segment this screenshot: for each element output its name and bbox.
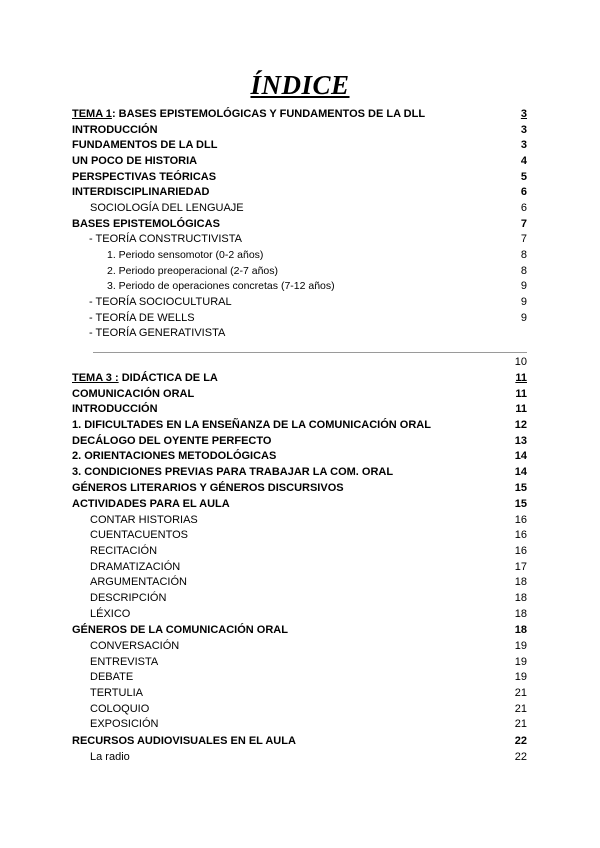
toc-page-number: 7 [520,233,527,245]
toc-entry-text: GÉNEROS DE LA COMUNICACIÓN ORAL [72,624,288,636]
toc-entry-text: EXPOSICIÓN [90,718,159,730]
toc-page-number: 12 [514,419,527,431]
toc-entry[interactable] [72,434,527,449]
toc-entry-text: INTRODUCCIÓN [72,124,158,136]
toc-entry-text: BASES EPISTEMOLÓGICAS [72,218,220,230]
toc-page-number: 16 [514,545,527,557]
toc-subentry[interactable] [72,513,527,528]
toc-heading-tema-3[interactable] [72,371,527,386]
toc-page-number: 22 [514,735,527,747]
toc-page-number: 18 [514,624,527,636]
toc-entry-text: TERTULIA [90,687,143,699]
toc-entry-text: LÉXICO [90,608,131,620]
toc-subentry[interactable] [72,232,527,247]
toc-entry[interactable] [72,418,527,433]
toc-entry-text: DESCRIPCIÓN [90,592,167,604]
toc-entry-text: DECÁLOGO DEL OYENTE PERFECTO [72,435,272,447]
toc-page-number: 5 [520,171,527,183]
toc-page-number: 18 [514,608,527,620]
toc-entry[interactable] [72,387,527,402]
toc-entry-text: CUENTACUENTOS [90,529,188,541]
toc-subentry[interactable] [72,248,527,263]
toc-page-number: 18 [514,576,527,588]
toc-entry-text: 3. Periodo de operaciones concretas (7-12 años) [107,280,335,292]
toc-heading-tema-1[interactable] [72,107,527,122]
toc-entry[interactable] [72,138,527,153]
toc-entry-text: - TEORÍA SOCIOCULTURAL [89,296,232,308]
toc-subentry[interactable] [72,655,527,670]
toc-entry-text: RECURSOS AUDIOVISUALES EN EL AULA [72,735,296,747]
toc-page-number: 3 [520,108,527,120]
toc-entry[interactable] [72,449,527,464]
toc-entry-text: PERSPECTIVAS TEÓRICAS [72,171,217,183]
toc-entry[interactable] [72,497,527,512]
toc-entry[interactable] [72,185,527,200]
toc-page-number: 18 [514,592,527,604]
toc-page-number: 15 [514,482,527,494]
toc-entry-text: DRAMATIZACIÓN [90,561,181,573]
toc-subentry[interactable] [72,670,527,685]
toc-subentry[interactable] [72,311,527,326]
toc-page-number: 11 [515,388,527,400]
toc-page-number: 22 [514,751,527,763]
toc-page-number: 6 [520,202,527,214]
toc-subentry[interactable] [72,639,527,654]
toc-page-number: 4 [520,155,527,167]
toc-subentry[interactable] [72,717,527,732]
toc-entry-text: GÉNEROS LITERARIOS Y GÉNEROS DISCURSIVOS [72,482,344,494]
toc-subentry[interactable] [72,575,527,590]
toc-entry-text: - TEORÍA GENERATIVISTA [89,327,226,339]
toc-entry-text: - TEORÍA DE WELLS [89,312,195,324]
toc-entry-text: COMUNICACIÓN ORAL [72,388,195,400]
toc-trailing-page [72,355,527,370]
toc-entry-text: 1. DIFICULTADES EN LA ENSEÑANZA DE LA COMUNICACIÓN ORAL [72,419,431,431]
toc-entry-text: FUNDAMENTOS DE LA DLL [72,139,218,151]
toc-entry-text: SOCIOLOGÍA DEL LENGUAJE [90,202,244,214]
toc-page-number: 21 [514,718,527,730]
toc-entry-text: ACTIVIDADES PARA EL AULA [72,498,230,510]
toc-page-number: 8 [520,265,527,277]
toc-entry-text: COLOQUIO [90,703,150,715]
toc-page-number: 19 [514,656,527,668]
toc-subentry[interactable] [72,295,527,310]
toc-subentry[interactable] [72,607,527,622]
toc-page-number: 14 [514,466,527,478]
toc-entry[interactable] [72,402,527,417]
toc-entry-text: INTRODUCCIÓN [72,403,158,415]
toc-entry-text: RECITACIÓN [90,545,158,557]
toc-subentry[interactable] [72,702,527,717]
toc-subentry[interactable] [72,591,527,606]
toc-page-number: 21 [514,687,527,699]
toc-entry[interactable] [72,465,527,480]
toc-subentry[interactable] [72,750,527,765]
toc-entry-text: 2. ORIENTACIONES METODOLÓGICAS [72,450,277,462]
toc-entry-text: UN POCO DE HISTORIA [72,155,198,167]
toc-page-number: 15 [514,498,527,510]
toc-entry-text: ENTREVISTA [90,656,159,668]
toc-page-number: 3 [520,139,527,151]
toc-subentry[interactable] [72,544,527,559]
toc-subentry[interactable] [72,279,527,294]
toc-entry-text: INTERDISCIPLINARIEDAD [72,186,210,198]
toc-page-number: 19 [514,671,527,683]
toc-entry-text: 2. Periodo preoperacional (2-7 años) [107,265,279,277]
toc-page-number: 16 [514,514,527,526]
toc-entry[interactable] [72,734,527,749]
toc-page-number: 10 [514,356,527,368]
toc-page-number: 13 [514,435,527,447]
toc-page-number: 9 [520,312,527,324]
tema-3-label: TEMA 3 : [72,372,119,384]
toc-page-number: 21 [514,703,527,715]
toc-page-number: 11 [515,403,527,415]
toc-entry[interactable] [72,481,527,496]
toc-subentry[interactable] [72,326,527,341]
section-divider [93,352,527,353]
toc-entry-text: CONVERSACIÓN [90,640,180,652]
toc-page-number: 16 [514,529,527,541]
toc-entry[interactable] [72,123,527,138]
toc-page-number: 6 [520,186,527,198]
tema-1-title: : BASES EPISTEMOLÓGICAS Y FUNDAMENTOS DE LA DLL [111,108,426,120]
toc-page-number: 19 [514,640,527,652]
toc-entry-text: 3. CONDICIONES PREVIAS PARA TRABAJAR LA COM. ORAL [72,466,394,478]
toc-page-number: 9 [520,280,527,292]
toc-entry[interactable] [72,154,527,169]
toc-subentry[interactable] [72,528,527,543]
toc-subentry[interactable] [72,560,527,575]
toc-entry-text: La radio [90,751,130,763]
toc-entry[interactable] [72,170,527,185]
toc-page-number: 14 [514,450,527,462]
toc-subentry[interactable] [72,686,527,701]
toc-page-number: 8 [520,249,527,261]
toc-page-number: 11 [515,372,527,384]
toc-entry-text: ARGUMENTACIÓN [90,576,187,588]
toc-entry[interactable] [72,623,527,638]
toc-entry[interactable] [72,217,527,232]
toc-page-number: 7 [520,218,527,230]
toc-entry-text: CONTAR HISTORIAS [90,514,198,526]
toc-subentry[interactable] [72,201,527,216]
toc-subentry[interactable] [72,264,527,279]
toc-entry-text: DEBATE [90,671,134,683]
toc-page-number: 17 [514,561,527,573]
tema-1-label: TEMA 1 [72,108,112,120]
toc-entry-text: - TEORÍA CONSTRUCTIVISTA [89,233,242,245]
toc-entry-text: 1. Periodo sensomotor (0-2 años) [107,249,264,261]
toc-page-number: 3 [520,124,527,136]
page-title: ÍNDICE [250,70,350,100]
toc-page-number: 9 [520,296,527,308]
tema-3-title: DIDÁCTICA DE LA [118,372,218,384]
